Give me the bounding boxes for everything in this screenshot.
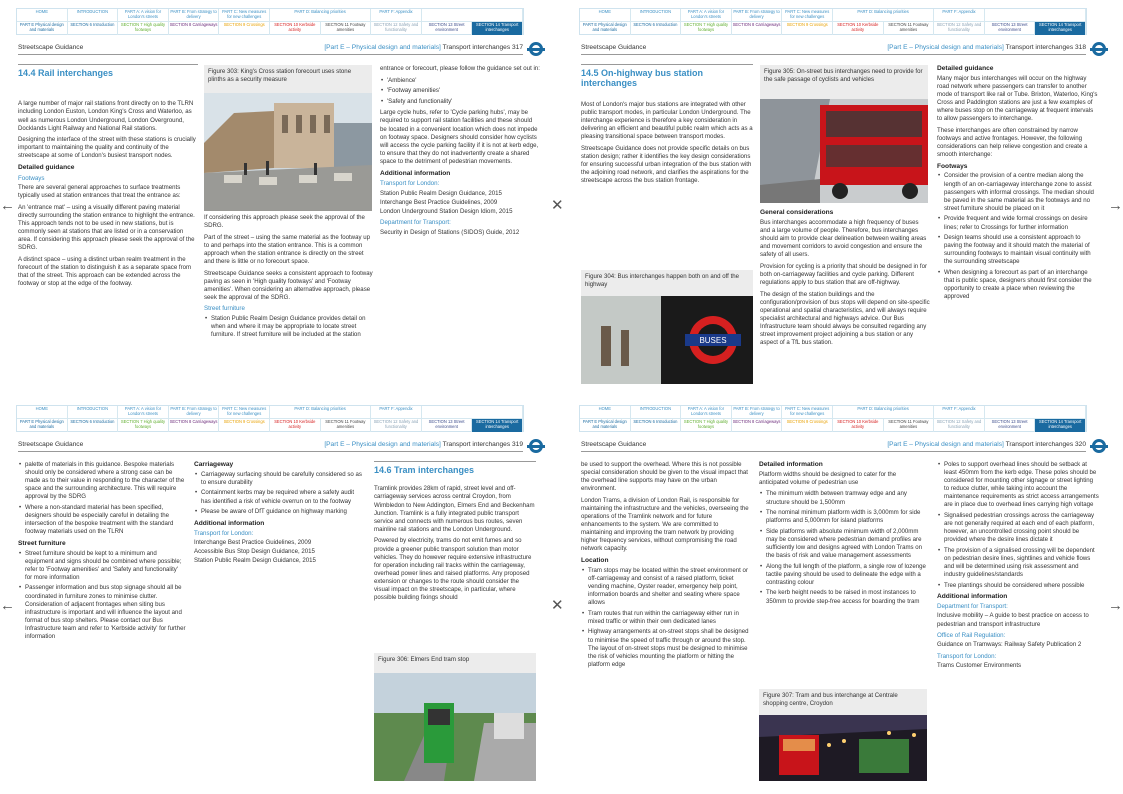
column-1 xyxy=(18,461,186,781)
nav-section-item[interactable]: SECTION 7 High quality footways xyxy=(681,22,732,35)
nav-top-item[interactable]: HOME xyxy=(580,9,631,22)
bus-station-photo xyxy=(581,296,753,384)
reference[interactable]: Accessible Bus Stop Design Guidance, 2015 xyxy=(194,547,315,555)
nav-top-item[interactable]: PART B: From strategy to delivery xyxy=(169,406,220,419)
subheading: Footways xyxy=(937,162,968,170)
subheading: General considerations xyxy=(760,209,834,216)
nav-top-item[interactable]: PART C: New measures for new challenges xyxy=(219,9,270,22)
figure-caption: Figure 304: Bus interchanges happen both on and off the highway xyxy=(585,273,740,288)
part-label: [Part E – Physical design and materials] xyxy=(887,441,1004,448)
spread-divider-icon[interactable]: ✕ xyxy=(551,597,564,614)
nav-section-item[interactable]: SECTION 7 High quality footways xyxy=(681,419,732,432)
nav-top-item[interactable]: PART D: Balancing priorities xyxy=(833,9,934,22)
nav-section-item[interactable]: SECTION 14 Transport interchanges xyxy=(472,22,523,35)
nav-top-item[interactable]: INTRODUCTION xyxy=(631,406,682,419)
list-item: • Passenger information and bus stop signage should all be coordinated in furniture zones to minimise clutter. Consideration of adjacent frontages when siting bus infrastructure is important and will influence the layout and format of bus stop shelters. Please contact our Bus Infrastructure team and refer to 'Kerbside activity' for further information xyxy=(25,584,186,641)
tram-bus-interchange-photo xyxy=(759,715,927,781)
paragraph: If considering this approach please seek the approval of the SDRG. xyxy=(204,214,365,230)
nav-section-item[interactable]: PART E Physical design and materials xyxy=(17,22,68,35)
column-3 xyxy=(374,461,536,651)
subsubheading: Transport for London: xyxy=(194,529,254,537)
topic-label: Transport interchanges xyxy=(1005,44,1074,51)
list-item: • Tram stops may be located within the street environment or off-carriageway and consist of a raised platform, ticket vending machine, Oyster reader, emergency help point, information boards and shelter and seating where space allows xyxy=(588,567,749,607)
list-item: • Signalised pedestrian crossings across the carriageway are not generally required at each end of each platform, however, an uncontrolled crossing point should be provided where the desire lines dictate it xyxy=(944,512,1099,544)
part-label: [Part E – Physical design and materials] xyxy=(324,44,441,51)
paragraph: Most of London's major bus stations are integrated with other public transport modes, in particular London Underground. The interchange experience is therefore a key consideration in delivering an efficient and beautiful public realm which acts as a pleasing transitional space between transport modes. xyxy=(581,100,753,141)
nav-section-item[interactable]: SECTION 14 Transport interchanges xyxy=(1035,22,1086,35)
nav-top-item[interactable]: INTRODUCTION xyxy=(631,9,682,22)
reference[interactable]: London Underground Station Design Idiom, 2015 xyxy=(380,207,513,215)
nav-section-item[interactable]: SECTION 13 Street environment xyxy=(985,22,1036,35)
nav-top-item[interactable]: PART A: A vision for London's streets xyxy=(681,406,732,419)
nav-section-item[interactable]: PART E Physical design and materials xyxy=(580,419,631,432)
list-item: • The kerb height needs to be raised in most instances to 350mm to provide step-free access for boarding the tram xyxy=(766,589,927,605)
nav-section-item[interactable]: SECTION 7 High quality footways xyxy=(118,419,169,432)
subsubheading: Office of Rail Regulation: xyxy=(937,632,1006,640)
column-3 xyxy=(937,461,1099,781)
nav-section-item[interactable]: SECTION 13 Street environment xyxy=(422,22,473,35)
topic-label: Transport interchanges xyxy=(1005,441,1074,448)
nav-top-item[interactable]: PART B: From strategy to delivery xyxy=(169,9,220,22)
list-item: • Tree plantings should be considered where possible xyxy=(944,582,1099,590)
subsubheading: Street furniture xyxy=(204,305,245,313)
nav-top-item[interactable] xyxy=(985,406,1086,419)
spread-divider-icon[interactable]: ✕ xyxy=(551,197,564,214)
running-header xyxy=(18,438,523,452)
paragraph: A large number of major rail stations front directly on to the TLRN including London Euston, London King's Cross and Waterloo, as well as numerous London Underground, London Overground, Docklands Light Railway and National Rail stations. xyxy=(18,100,194,132)
nav-top-item[interactable]: PART F: Appendix xyxy=(371,9,422,22)
roundel-icon[interactable] xyxy=(1092,42,1106,56)
subsubheading: Department for Transport: xyxy=(937,603,1008,611)
list-item: • Station Public Realm Design Guidance provides detail on when and where it may be appropriate to locate street furniture. If street furniture will be included at the station xyxy=(211,315,374,339)
list-item: • The nominal minimum platform width is 3,000mm for side platforms and 5,000mm for island platforms xyxy=(766,509,927,525)
nav-section-item[interactable]: PART E Physical design and materials xyxy=(17,419,68,432)
section-nav xyxy=(16,405,524,432)
subheading: Detailed guidance xyxy=(937,65,994,72)
subheading: Location xyxy=(581,557,609,565)
nav-section-item[interactable]: SECTION 14 Transport interchanges xyxy=(1035,419,1086,432)
nav-top-item[interactable]: INTRODUCTION xyxy=(68,9,119,22)
list-item: • Where a non-standard material has been specified, designers should be especially careful in detailing the intersection of the bespoke treatment with the standard footway materials used on the TLRN xyxy=(25,504,186,536)
paragraph: entrance or forecourt, please follow the guidance set out in: xyxy=(380,65,540,72)
figure-caption: Figure 305: On-street bus interchanges need to provide for the safe passage of cyclists and vehicles xyxy=(764,68,923,83)
nav-section-item[interactable]: SECTION 6 Introduction xyxy=(631,22,682,35)
subsubheading: Transport for London: xyxy=(937,652,997,660)
column-2 xyxy=(759,461,927,686)
reference[interactable]: Interchange Best Practice Guidelines, 2009 xyxy=(380,198,498,206)
paragraph: Bus interchanges accommodate a high frequency of buses and a large volume of people. Therefore, bus interchanges should aim to provide clear delineation between waiting areas and movement corridors to avoid congestion and ensure the safety of all users. xyxy=(760,218,927,259)
header-right xyxy=(887,44,1086,51)
subsubheading: Transport for London: xyxy=(380,180,440,188)
figure-305 xyxy=(760,65,928,203)
running-header xyxy=(581,41,1086,55)
paragraph: be used to support the overhead. Where this is not possible special consideration should be given to the visual impact that the overhead line supports may have on the urban environment. xyxy=(581,461,749,493)
roundel-icon[interactable] xyxy=(1092,439,1106,453)
next-page-arrow-icon[interactable]: → xyxy=(1108,197,1123,214)
nav-section-item[interactable]: SECTION 9 Crossings xyxy=(219,22,270,35)
figure-caption: Figure 307: Tram and bus interchange at Centrale shopping centre, Croydon xyxy=(763,692,898,707)
list-item: • 'Footway amenities' xyxy=(387,87,540,95)
nav-top-item[interactable] xyxy=(422,9,523,22)
section-nav xyxy=(579,405,1087,432)
page-number: 320 xyxy=(1074,441,1086,448)
nav-section-item[interactable]: PART E Physical design and materials xyxy=(580,22,631,35)
section-heading: 14.6 Tram interchanges xyxy=(374,461,536,475)
nav-section-item[interactable]: SECTION 9 Crossings xyxy=(782,419,833,432)
reference[interactable]: Trams Customer Environments xyxy=(937,662,1022,670)
nav-top-item[interactable]: PART D: Balancing priorities xyxy=(833,406,934,419)
page-number: 317 xyxy=(511,44,523,51)
roundel-icon[interactable] xyxy=(529,42,543,56)
page-317 xyxy=(10,8,551,385)
nav-top-item[interactable]: PART F: Appendix xyxy=(934,406,985,419)
paragraph: Part of the street – using the same material as the footway up to and perhaps into the station entrance. This is a common approach when the station entrance is directly on the street and there is little or no forecourt space. xyxy=(204,233,370,265)
header-right xyxy=(324,441,523,448)
reference[interactable]: Station Public Realm Design Guidance, 2015 xyxy=(194,556,316,564)
nav-top-item[interactable]: PART C: New measures for new challenges xyxy=(782,9,833,22)
subheading: Carriageway xyxy=(194,461,234,468)
reference[interactable]: Interchange Best Practice Guidelines, 2009 xyxy=(194,538,312,546)
column-3 xyxy=(380,65,540,385)
figure-caption: Figure 306: Elmers End tram stop xyxy=(378,656,470,663)
column-2 xyxy=(194,461,362,781)
paragraph: These interchanges are often constrained by narrow footways and active frontages. However, the following considerations can help relieve congestion and create a smooth interchange: xyxy=(937,126,1088,159)
nav-section-item[interactable]: SECTION 6 Introduction xyxy=(68,22,119,35)
nav-section-item[interactable]: SECTION 9 Crossings xyxy=(219,419,270,432)
nav-top-item[interactable]: PART A: A vision for London's streets xyxy=(681,9,732,22)
nav-section-item[interactable]: SECTION 12 Safety and functionality xyxy=(934,22,985,35)
nav-top-item[interactable] xyxy=(985,9,1086,22)
header-right xyxy=(887,441,1086,448)
nav-section-item[interactable]: SECTION 8 Carriageways xyxy=(732,419,783,432)
nav-section-item[interactable]: SECTION 8 Carriageways xyxy=(732,22,783,35)
page-number: 318 xyxy=(1074,44,1086,51)
doc-title: Streetscape Guidance xyxy=(18,44,84,51)
reference[interactable]: Guidance on Tramways: Railway Safety Publication 2 xyxy=(937,641,1082,649)
list-item: • Carriageway surfacing should be carefully considered so as to ensure durability xyxy=(201,471,362,487)
doc-title: Streetscape Guidance xyxy=(581,44,647,51)
nav-section-item[interactable]: SECTION 14 Transport interchanges xyxy=(472,419,523,432)
nav-top-item[interactable]: PART F: Appendix xyxy=(934,9,985,22)
figure-caption: Figure 303: King's Cross station forecourt uses stone plinths as a security measure xyxy=(208,68,352,83)
page-318 xyxy=(573,8,1114,385)
paragraph: There are several general approaches to surface treatments typically used at station entrances that treat the entrance as: xyxy=(18,184,181,200)
nav-section-item[interactable]: SECTION 9 Crossings xyxy=(782,22,833,35)
list-item: • Street furniture should be kept to a minimum and equipment and signs should be combined where possible; refer to 'Footway amenities' and 'Safety and functionality' for more information xyxy=(25,550,186,582)
nav-section-item[interactable]: SECTION 12 Safety and functionality xyxy=(371,22,422,35)
part-label: [Part E – Physical design and materials] xyxy=(887,44,1004,51)
figure-307 xyxy=(759,689,927,781)
nav-section-item[interactable]: SECTION 6 Introduction xyxy=(631,419,682,432)
part-label: [Part E – Physical design and materials] xyxy=(324,441,441,448)
list-item: • The provision of a signalised crossing will be dependent on pedestrian desire lines, sightlines and vehicle flows and will be determined using risk assessment and industry guidelines/standards xyxy=(944,547,1099,579)
nav-section-item[interactable]: SECTION 11 Footway amenities xyxy=(321,419,372,432)
paragraph: Tramlink provides 28km of rapid, street level and off-carriageway services across central Croydon, from Wimbledon to New Addington, Elmers End and Beckenham Junction. Tramlink is a fully integrated public transport service and connects with numerous bus routes, seven mainline rail stations and the London Underground. xyxy=(374,485,535,533)
nav-section-item[interactable]: SECTION 11 Footway amenities xyxy=(884,419,935,432)
running-header xyxy=(581,438,1086,452)
column-2 xyxy=(204,214,374,384)
list-item: • Tram routes that run within the carriageway either run in mixed traffic or within their own dedicated lanes xyxy=(588,610,749,626)
nav-top-item[interactable] xyxy=(422,406,523,419)
nav-top-item[interactable]: PART C: New measures for new challenges xyxy=(219,406,270,419)
section-heading: 14.4 Rail interchanges xyxy=(18,64,198,78)
paragraph: • palette of materials in this guidance. Bespoke materials should only be considered where a strong case can be made as to their value in responding to the character of the space and the surrounding architecture. This will require approval by the SDRG xyxy=(25,461,186,501)
figure-303 xyxy=(204,65,372,211)
list-item: • When designing a forecourt as part of an interchange that is public space, designers should first consider the opportunity to create a place when reviewing the approved xyxy=(944,269,1099,301)
running-header xyxy=(18,41,523,55)
nav-top-item[interactable]: PART C: New measures for new challenges xyxy=(782,406,833,419)
nav-section-item[interactable]: SECTION 11 Footway amenities xyxy=(884,22,935,35)
nav-section-item[interactable]: SECTION 13 Street environment xyxy=(422,419,473,432)
paragraph: Many major bus interchanges will occur on the highway road network where passengers can transfer to another mode of transport like rail or Tube. Brixton, Waterloo, King's Cross and Paddington stations are just a few examples of where buses stop on the carriageway at frequent intervals to allow passengers to interchange. xyxy=(937,74,1098,123)
paragraph: An 'entrance mat' – using a visually different paving material directly surrounding the station entrance to highlight the entrance. This approach tends not to be used in new stations, but is commonly seen at stations that are listed or in a conservation area. If considering this approach please seek the approval of the SDRG. xyxy=(18,203,195,252)
nav-top-item[interactable]: PART B: From strategy to delivery xyxy=(732,406,783,419)
prev-page-arrow-icon[interactable]: ← xyxy=(0,597,15,614)
list-item: • 'Safety and functionality' xyxy=(387,98,540,106)
list-item: • Design teams should use a consistent approach to paving the footway and it should match the material of surrounding footways to maintain visual continuity with the surrounding streetscape xyxy=(944,234,1099,266)
list-item: • Provide frequent and wide formal crossings on desire lines; refer to Crossings for further information xyxy=(944,215,1099,231)
nav-section-item[interactable]: SECTION 10 Kerbside activity xyxy=(270,419,321,432)
header-right xyxy=(324,44,523,51)
nav-top-item[interactable]: PART D: Balancing priorities xyxy=(270,9,371,22)
subsubheading: Department for Transport: xyxy=(380,219,451,227)
nav-top-item[interactable]: HOME xyxy=(580,406,631,419)
list-item: • Side platforms with absolute minimum width of 2,000mm may be considered where pedestrian demand profiles are sufficiently low and designs agreed with London Trams on the basis of risk and value management assessments xyxy=(766,528,927,560)
topic-label: Transport interchanges xyxy=(442,44,511,51)
reference[interactable]: Security in Design of Stations (SIDOS) Guide, 2012 xyxy=(380,228,520,236)
nav-top-item[interactable]: PART A: A vision for London's streets xyxy=(118,9,169,22)
topic-label: Transport interchanges xyxy=(442,441,511,448)
nav-top-item[interactable]: PART B: From strategy to delivery xyxy=(732,9,783,22)
page-320 xyxy=(573,405,1114,782)
roundel-icon[interactable] xyxy=(529,439,543,453)
nav-top-item[interactable]: PART D: Balancing priorities xyxy=(270,406,371,419)
figure-304 xyxy=(581,270,753,384)
figure-306 xyxy=(374,653,536,781)
section-heading: 14.5 On-highway bus station interchanges xyxy=(581,64,753,89)
subheading: Detailed information xyxy=(759,461,823,468)
paragraph: A distinct space – using a distinct urban realm treatment in the forecourt of the station to distinguish it as a separate space from that of the street. This approach can be extended across the footway or stop at the edge of the footway. xyxy=(18,255,192,288)
onstreet-bus-photo xyxy=(760,99,928,203)
section-nav xyxy=(16,8,524,35)
paragraph: Platform widths should be designed to cater for the anticipated volume of pedestrian use xyxy=(759,470,897,486)
nav-section-item[interactable]: SECTION 12 Safety and functionality xyxy=(934,419,985,432)
list-item: • Highway arrangements at on-street stops shall be designed to minimise the speed of traffic through or around the stop. The layout of on-street stops must be designed to minimise the risk of vehicles mounting the platform or hitting the platform edge xyxy=(588,628,749,668)
reference[interactable]: Inclusive mobility – A guide to best practice on access to pedestrian and transport infrastructure xyxy=(937,612,1089,628)
prev-page-arrow-icon[interactable]: ← xyxy=(0,197,15,214)
list-item: • Poles to support overhead lines should be setback at least 450mm from the kerb edge. These poles should be considered for mounting other signage or street lighting to reduce clutter, while taking into account the maintenance requirements as strict access arrangements are in place due to overhead lines carrying high voltage xyxy=(944,461,1099,510)
nav-section-item[interactable]: SECTION 12 Safety and functionality xyxy=(371,419,422,432)
column-1 xyxy=(18,64,198,384)
buses-sign-text: BUSES xyxy=(699,336,727,345)
nav-section-item[interactable]: SECTION 7 High quality footways xyxy=(118,22,169,35)
nav-section-item[interactable]: SECTION 6 Introduction xyxy=(68,419,119,432)
nav-top-item[interactable]: PART F: Appendix xyxy=(371,406,422,419)
tram-stop-photo xyxy=(374,673,536,781)
nav-section-item[interactable]: SECTION 10 Kerbside activity xyxy=(270,22,321,35)
subheading: Detailed guidance xyxy=(18,164,75,171)
nav-section-item[interactable]: SECTION 10 Kerbside activity xyxy=(833,419,884,432)
paragraph: Large cycle hubs, refer to 'Cycle parking hubs', may be required to support rail station facilities and these should be located in a convenient location which does not impede on footway space. Designers should consider how cyclists will access the cycle parking facility if it is not at kerb edge, to ensure that they do not inadvertently create a shared space to the detriment of pedestrian movements. xyxy=(380,109,539,165)
doc-title: Streetscape Guidance xyxy=(18,441,84,448)
column-1 xyxy=(581,461,749,781)
doc-title: Streetscape Guidance xyxy=(581,441,647,448)
nav-top-item[interactable]: HOME xyxy=(17,406,68,419)
subsubheading: Footways xyxy=(18,174,45,182)
paragraph: Designing the interface of the street with these stations is crucially important to maintaining the quality and continuity of the streetscape at some of London's busiest transport nodes. xyxy=(18,136,196,160)
page-number: 319 xyxy=(511,441,523,448)
nav-section-item[interactable]: SECTION 8 Carriageways xyxy=(169,419,220,432)
paragraph: Provision for cycling is a priority that should be designed in for both on-carriageway facilities and cycle parking. Different regulations apply to bus station that are off-highway. xyxy=(760,262,927,286)
list-item: • Along the full length of the platform, a single row of lozenge tactile paving should be used to delineate the edge with a contrasting colour xyxy=(766,563,927,587)
nav-section-item[interactable]: SECTION 11 Footway amenities xyxy=(321,22,372,35)
list-item: • Consider the provision of a centre median along the length of an on-carriageway interchange zone to assist passengers with informal crossings. The median should be paved in the same material as the footways and no street furniture should be placed on it xyxy=(944,172,1099,212)
nav-top-item[interactable]: HOME xyxy=(17,9,68,22)
paragraph: Streetscape Guidance seeks a consistent approach to footway paving as seen in 'High quality footways' and 'Footway amenities'. When considering an alternative approach, please seek the approval of the SDRG. xyxy=(204,269,373,301)
list-item: • Containment kerbs may be required where a safety audit has identified a risk of vehicle overrun on to the footway xyxy=(201,489,362,505)
list-item: • 'Ambience' xyxy=(387,77,540,85)
list-item: • The minimum width between tramway edge and any structure should be 1,500mm xyxy=(766,490,927,506)
nav-section-item[interactable]: SECTION 10 Kerbside activity xyxy=(833,22,884,35)
paragraph: The design of the station buildings and the configuration/provision of bus stops will depend on site-specific operational and spatial characteristics, and will always require specialist architectural and highways advice. Our Bus Infrastructure team should always be consulted regarding any street improvement project adjoining a bus station or any aspect of a TfL bus station. xyxy=(760,290,930,347)
subheading: Additional information xyxy=(380,169,451,177)
nav-top-item[interactable]: INTRODUCTION xyxy=(68,406,119,419)
section-nav xyxy=(579,8,1087,35)
nav-top-item[interactable]: PART A: A vision for London's streets xyxy=(118,406,169,419)
nav-section-item[interactable]: SECTION 13 Street environment xyxy=(985,419,1036,432)
column-3 xyxy=(937,65,1099,385)
subheading: Additional information xyxy=(937,593,1008,601)
station-forecourt-photo xyxy=(204,93,372,211)
next-page-arrow-icon[interactable]: → xyxy=(1108,597,1123,614)
paragraph: Powered by electricity, trams do not emit fumes and so provide a greener public transport solution than motor vehicles. They do however require extensive infrastructure for operation including rail tracks within the carriageway, overhead power lines and raised platforms. Any proposed extension or changes to the route should consider the visual impact on the streetscape, in particular, where possible building fixings should xyxy=(374,537,532,602)
nav-section-item[interactable]: SECTION 8 Carriageways xyxy=(169,22,220,35)
subheading: Additional information xyxy=(194,519,265,527)
list-item: • Please be aware of DfT guidance on highway marking xyxy=(201,508,362,516)
page-319 xyxy=(10,405,551,782)
subheading: Street furniture xyxy=(18,539,66,547)
paragraph: London Trams, a division of London Rail, is responsible for maintaining the infrastructure and the vehicles, overseeing the operations of the Tramlink network and for future enhancements to the system. We are committed to maintaining and improving the tram network by providing higher frequency services, without compromising the road network capacity. xyxy=(581,496,749,553)
paragraph: Streetscape Guidance does not provide specific details on bus station design; rather it identifies the key design considerations for ensuring successful urban integration of the bus station with the adjoining road network, and clarifies the aspirations for the streetscape across the bus station frontage. xyxy=(581,144,752,185)
column-2 xyxy=(760,206,930,384)
reference[interactable]: Station Public Realm Design Guidance, 2015 xyxy=(380,189,502,197)
